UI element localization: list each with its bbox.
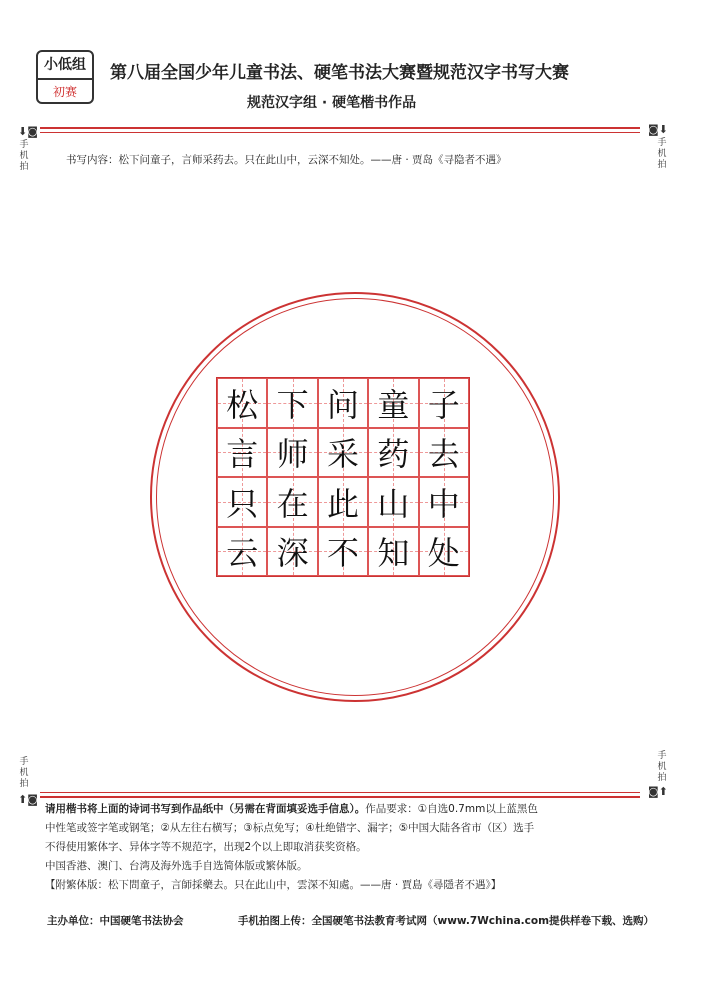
grid-cell bbox=[267, 378, 317, 428]
upload-text: 手机拍图上传：全国硬笔书法教育考试网（www.7Wchina.com提供样卷下载、选购） bbox=[238, 915, 655, 927]
grid-cell bbox=[267, 527, 317, 577]
instructions-lead: 请用楷书将上面的诗词书写到作品纸中（另需在背面填妥选手信息）。 bbox=[45, 803, 366, 815]
badge-stage-label: 初赛 bbox=[52, 85, 77, 99]
grid-character: 问 bbox=[326, 385, 359, 424]
instructions-text: 中性笔或签字笔或钢笔；②从左往右横写；③标点免写；④杜绝错字、漏字；⑤中国大陆各省市（区）选手 bbox=[45, 822, 535, 834]
grid-cell bbox=[217, 527, 267, 577]
phone-shot-mark: 手机拍 bbox=[657, 751, 667, 783]
grid-character: 松 bbox=[226, 385, 259, 424]
grid-character: 中 bbox=[427, 484, 460, 523]
badge-group-label: 小低组 bbox=[38, 52, 92, 80]
grid-cell bbox=[318, 477, 368, 527]
grid-character: 下 bbox=[276, 385, 309, 424]
organizer-text: 主办单位：中国硬笔书法协会 bbox=[47, 915, 184, 927]
instructions-text: 中国香港、澳门、台湾及海外选手自选简体版或繁体版。 bbox=[45, 860, 308, 872]
phone-shot-mark: 手机拍 bbox=[657, 138, 667, 170]
grid-cell bbox=[419, 477, 469, 527]
grid-character: 不 bbox=[326, 534, 359, 573]
instructions-text: 作品要求：①自选0.7mm以上蓝黑色 bbox=[365, 803, 538, 815]
grid-character: 言 bbox=[226, 435, 259, 474]
phone-shot-mark: 手机拍 bbox=[19, 140, 29, 172]
camera-download-icon: ⬇◙ bbox=[18, 125, 38, 138]
grid-cell bbox=[419, 527, 469, 577]
grid-cell bbox=[419, 428, 469, 478]
grid-character: 在 bbox=[276, 484, 309, 523]
bottom-rule bbox=[40, 796, 640, 798]
grid-cell bbox=[318, 527, 368, 577]
grid-character: 师 bbox=[276, 435, 309, 474]
grid-cell bbox=[368, 428, 418, 478]
grid-cell bbox=[217, 477, 267, 527]
phone-shot-mark: 手机拍 bbox=[19, 757, 29, 789]
bottom-rule-thin bbox=[40, 792, 640, 793]
top-rule bbox=[40, 127, 640, 129]
camera-download-icon: ◙⬇ bbox=[648, 123, 668, 136]
camera-upload-icon: ⬆◙ bbox=[18, 793, 38, 806]
grid-cell bbox=[217, 378, 267, 428]
instructions bbox=[45, 800, 665, 895]
top-rule-thin bbox=[40, 132, 640, 133]
grid-character: 童 bbox=[377, 385, 410, 424]
grid-character: 处 bbox=[427, 534, 460, 573]
grid-cell bbox=[368, 477, 418, 527]
page-subtitle: 规范汉字组 · 硬笔楷书作品 bbox=[247, 95, 417, 111]
instructions-traditional: 【附繁体版：松下問童子，言師採藥去。只在此山中，雲深不知處。——唐 · 賈島《尋隱者不遇》】 bbox=[45, 879, 502, 891]
grid-character: 此 bbox=[326, 484, 359, 523]
camera-upload-icon: ◙⬆ bbox=[648, 785, 668, 798]
grid-character: 去 bbox=[427, 435, 460, 474]
instructions-text: 不得使用繁体字、异体字等不规范字，出现2个以上即取消获奖资格。 bbox=[45, 841, 367, 853]
grid-character: 采 bbox=[326, 435, 359, 474]
grid-cell bbox=[267, 477, 317, 527]
grid-cell bbox=[318, 428, 368, 478]
grid-character: 深 bbox=[276, 534, 309, 573]
page-title: 第八届全国少年儿童书法、硬笔书法大赛暨规范汉字书写大赛 bbox=[110, 63, 569, 83]
grid-character: 子 bbox=[427, 385, 460, 424]
calligraphy-grid bbox=[216, 377, 470, 577]
grid-character: 云 bbox=[226, 534, 259, 573]
grid-cell bbox=[217, 428, 267, 478]
grid-character: 山 bbox=[377, 484, 410, 523]
grid-cell bbox=[267, 428, 317, 478]
grid-cell bbox=[419, 378, 469, 428]
writing-content: 书写内容：松下问童子，言师采药去。只在此山中，云深不知处。——唐 · 贾岛《寻隐者不遇》 bbox=[66, 154, 507, 166]
grid-cell bbox=[368, 378, 418, 428]
grid-cell bbox=[318, 378, 368, 428]
grid-character: 药 bbox=[377, 435, 410, 474]
grid-character: 只 bbox=[226, 484, 259, 523]
grid-cell bbox=[368, 527, 418, 577]
group-badge bbox=[36, 50, 94, 104]
grid-character: 知 bbox=[377, 534, 410, 573]
